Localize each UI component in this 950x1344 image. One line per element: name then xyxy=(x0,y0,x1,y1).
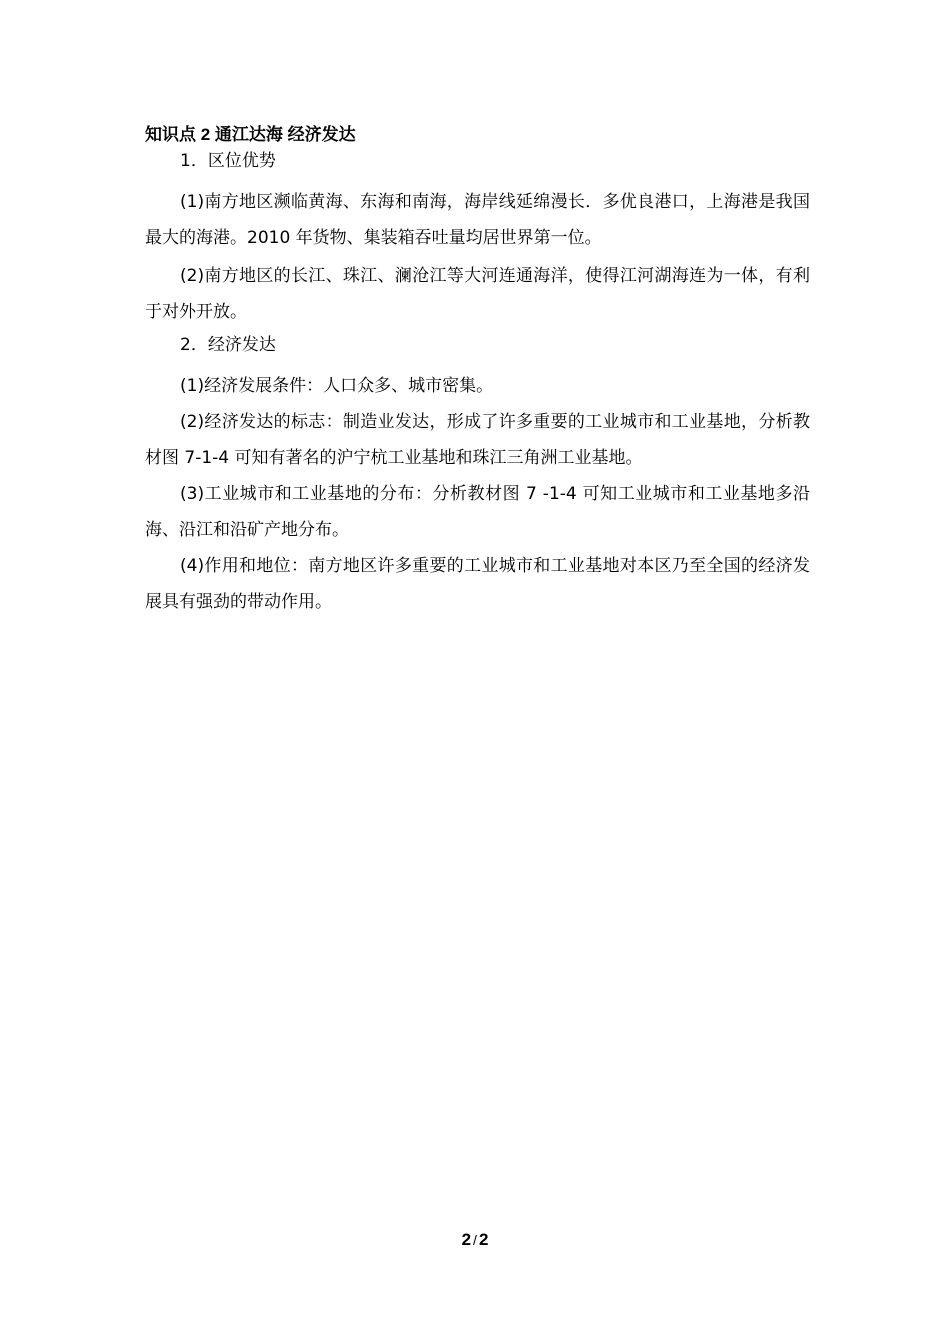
page-separator: / xyxy=(473,1232,477,1248)
paragraph-rivers: (2)南方地区的长江、珠江、澜沧江等大河连通海洋，使得江河湖海连为一体，有利于对外开放。 xyxy=(145,266,810,322)
paragraph-role: (4)作用和地位：南方地区许多重要的工业城市和工业基地对本区乃至全国的经济发展具有强劲的带动作用。 xyxy=(145,556,810,612)
subsection-title-economy: 2．经济发达 xyxy=(180,335,276,355)
paragraph-coast: (1)南方地区濒临黄海、东海和南海，海岸线延绵漫长．多优良港口，上海港是我国最大的海港。2010 年货物、集装箱吞吐量均居世界第一位。 xyxy=(145,192,810,248)
page-number-footer xyxy=(0,1228,950,1252)
total-page-number: 2 xyxy=(478,1230,489,1249)
section-heading: 知识点 2 通江达海 经济发达 xyxy=(145,125,356,144)
subsection-title-location: 1．区位优势 xyxy=(180,151,276,171)
current-page-number: 2 xyxy=(461,1230,472,1249)
document-body xyxy=(145,122,810,620)
paragraph-conditions: (1)经济发展条件：人口众多、城市密集。 xyxy=(180,376,494,396)
paragraph-signs: (2)经济发达的标志：制造业发达，形成了许多重要的工业城市和工业基地，分析教材图 7-1-4 可知有著名的沪宁杭工业基地和珠江三角洲工业基地。 xyxy=(145,412,810,468)
paragraph-distribution: (3)工业城市和工业基地的分布：分析教材图 7 -1-4 可知工业城市和工业基地多沿海、沿江和沿矿产地分布。 xyxy=(145,484,810,540)
